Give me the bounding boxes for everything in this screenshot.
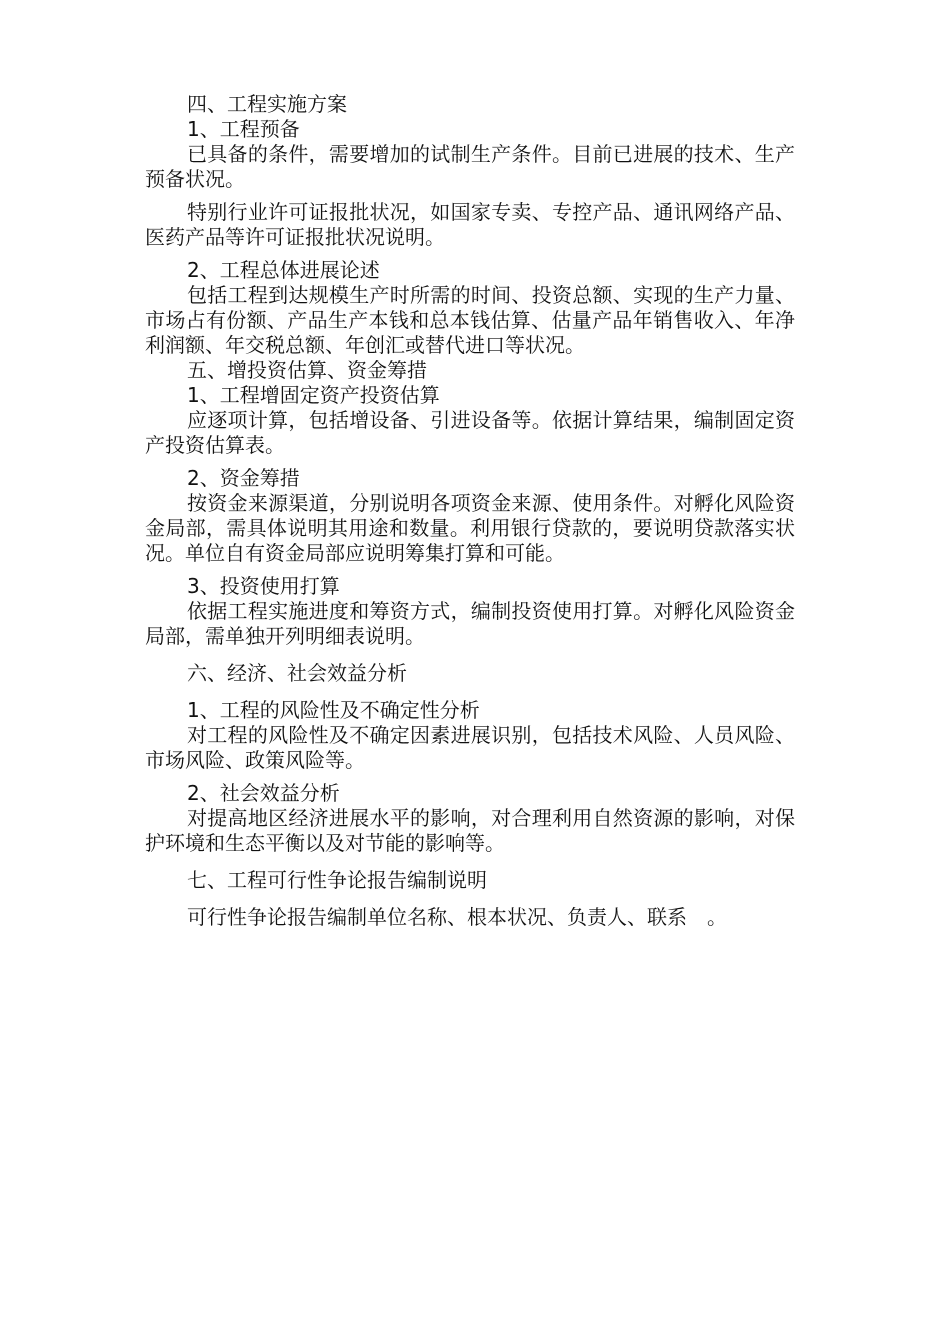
subsection-heading-4-2: 2、工程总体进展论述: [187, 258, 380, 282]
paragraph: 包括工程到达规模生产时所需的时间、投资总额、实现的生产力量、市场占有份额、产品生产本钱和总本钱估算、估量产品年销售收入、年净利润额、年交税总额、年创汇或替代进口等状况。: [145, 283, 795, 357]
subsection-heading-5-3: 3、投资使用打算: [187, 574, 340, 598]
paragraph: 按资金来源渠道，分别说明各项资金来源、使用条件。对孵化风险资金局部，需具体说明其用途和数量。利用银行贷款的，要说明贷款落实状况。单位自有资金局部应说明筹集打算和可能。: [145, 491, 795, 565]
paragraph: 对提高地区经济进展水平的影响，对合理利用自然资源的影响，对保护环境和生态平衡以及对节能的影响等。: [145, 806, 795, 855]
section-heading-6: 六、经济、社会效益分析: [187, 661, 407, 685]
subsection-heading-5-2: 2、资金筹措: [187, 466, 300, 490]
paragraph: 对工程的风险性及不确定因素进展识别，包括技术风险、人员风险、市场风险、政策风险等。: [145, 723, 795, 772]
subsection-heading-6-1: 1、工程的风险性及不确定性分析: [187, 698, 480, 722]
subsection-heading-4-1: 1、工程预备: [187, 117, 300, 141]
paragraph: 依据工程实施进度和筹资方式，编制投资使用打算。对孵化风险资金局部，需单独开列明细表说明。: [145, 599, 795, 648]
subsection-heading-6-2: 2、社会效益分析: [187, 781, 340, 805]
paragraph: 特别行业许可证报批状况，如国家专卖、专控产品、通讯网络产品、医药产品等许可证报批状况说明。: [145, 200, 795, 249]
document-body: [145, 92, 795, 930]
paragraph: 可行性争论报告编制单位名称、根本状况、负责人、联系 。: [187, 905, 727, 929]
section-heading-4: 四、工程实施方案: [187, 92, 347, 116]
subsection-heading-5-1: 1、工程增固定资产投资估算: [187, 383, 440, 407]
paragraph: 应逐项计算，包括增设备、引进设备等。依据计算结果，编制固定资产投资估算表。: [145, 408, 795, 457]
section-heading-7: 七、工程可行性争论报告编制说明: [187, 868, 487, 892]
paragraph: 已具备的条件，需要增加的试制生产条件。目前已进展的技术、生产预备状况。: [145, 142, 795, 191]
section-heading-5: 五、增投资估算、资金筹措: [187, 358, 427, 382]
